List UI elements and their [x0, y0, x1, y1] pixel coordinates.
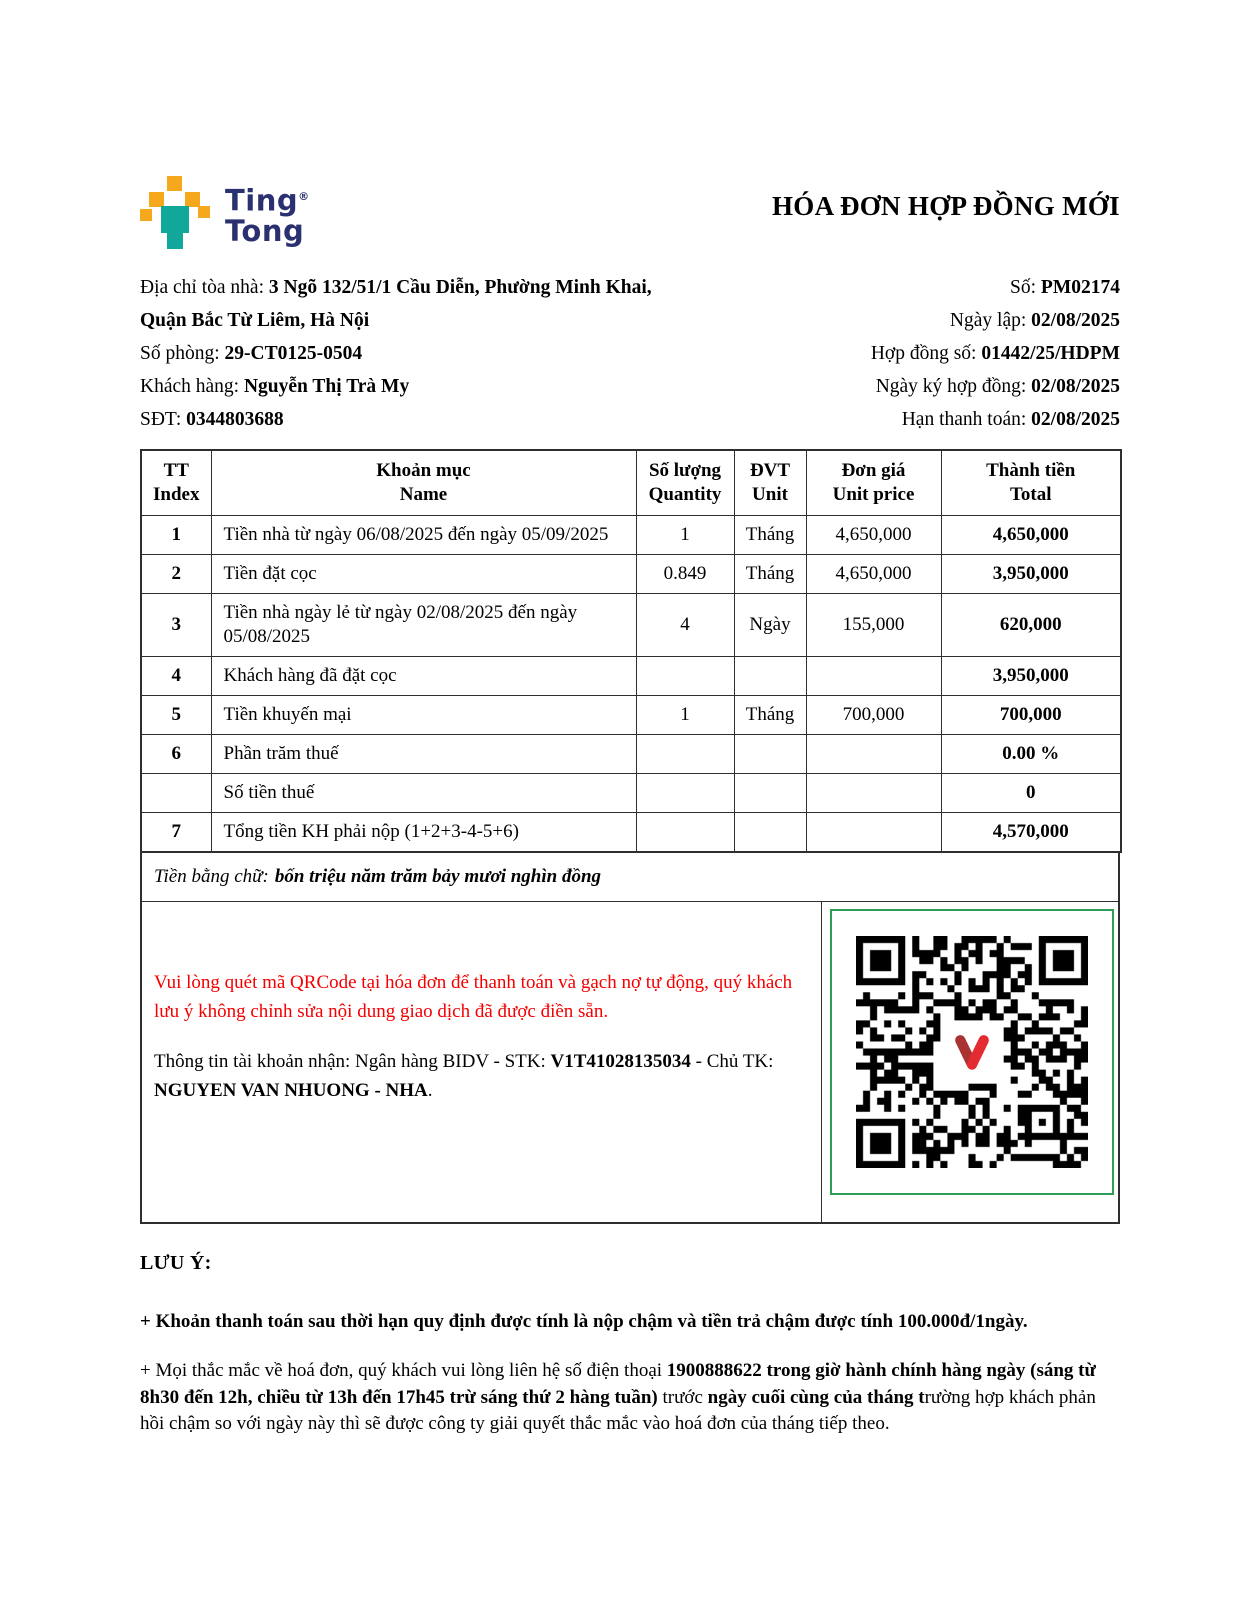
cell-tt: 1 — [141, 516, 211, 555]
account-holder: NGUYEN VAN NHUONG - NHA — [154, 1080, 428, 1101]
notes-heading: LƯU Ý: — [140, 1252, 212, 1274]
registered-mark: ® — [298, 190, 310, 203]
table-row — [141, 516, 1121, 555]
cell-tt: 6 — [141, 735, 211, 774]
header-index: TT Index — [141, 450, 211, 516]
cell-tt: 5 — [141, 696, 211, 735]
amount-in-words-row — [140, 853, 1120, 902]
table-row — [141, 774, 1121, 813]
cell-name: Tiền nhà ngày lẻ từ ngày 02/08/2025 đến ngày 05/08/2025 — [211, 594, 636, 657]
cell-unit — [734, 657, 806, 696]
cell-qty — [636, 657, 734, 696]
page-title: HÓA ĐƠN HỢP ĐỒNG MỚI — [771, 191, 1120, 221]
account-number: V1T41028135034 — [550, 1051, 691, 1072]
invoice-meta — [871, 271, 1120, 436]
cell-total: 620,000 — [941, 594, 1121, 657]
cell-price: 4,650,000 — [806, 516, 941, 555]
qr-warning-text: Vui lòng quét mã QRCode tại hóa đơn để thanh toán và gạch nợ tự động, quý khách lưu ý không chỉnh sửa nội dung giao dịch đã được điền sẵn. — [154, 972, 793, 1022]
contract-sign-date: Ngày ký hợp đồng: 02/08/2025 — [875, 376, 1120, 397]
cell-unit — [734, 813, 806, 853]
cell-qty — [636, 813, 734, 853]
cell-price: 4,650,000 — [806, 555, 941, 594]
cell-price — [806, 813, 941, 853]
qr-code-frame — [830, 909, 1114, 1195]
tingtong-logo — [140, 176, 310, 250]
payment-due-date: Hạn thanh toán: 02/08/2025 — [901, 409, 1120, 430]
cell-price: 700,000 — [806, 696, 941, 735]
cell-total: 0.00 % — [941, 735, 1121, 774]
hotline-note: + Mọi thắc mắc về hoá đơn, quý khách vui lòng liên hệ số điện thoại 1900888622 trong giờ hành chính hàng ngày (sáng từ 8h30 đến 12h, chiều từ 13h đến 17h45 trừ sáng thứ 2 hàng tuần) trước ngày cuối cùng của tháng trường hợp khách phản hồi chậm so với ngày này thì sẽ được công ty giải quyết thắc mắc vào hoá đơn của tháng tiếp theo. — [140, 1360, 1096, 1434]
cell-qty: 0.849 — [636, 555, 734, 594]
cell-tt: 7 — [141, 813, 211, 853]
header-name: Khoản mục Name — [211, 450, 636, 516]
table-row — [141, 813, 1121, 853]
header-unit-price: Đơn giá Unit price — [806, 450, 941, 516]
cell-unit — [734, 735, 806, 774]
hotline-number-bold: 1900888622 trong giờ hành chính hàng ngày (sáng từ 8h30 đến 12h, chiều từ 13h đến 17h45 trừ sáng thứ 2 hàng tuần) — [140, 1360, 1096, 1408]
header-unit: ĐVT Unit — [734, 450, 806, 516]
cell-unit: Tháng — [734, 516, 806, 555]
table-row — [141, 696, 1121, 735]
vietqr-v-icon — [944, 1024, 1000, 1080]
customer-phone: SĐT: 0344803688 — [140, 409, 284, 430]
table-row — [141, 657, 1121, 696]
amount-in-words-value: bốn triệu năm trăm bảy mươi nghìn đồng — [274, 866, 602, 887]
invoice-number: Số: PM02174 — [1010, 277, 1120, 298]
cell-total: 4,650,000 — [941, 516, 1121, 555]
table-row — [141, 594, 1121, 657]
brand-line2: Tong — [225, 213, 305, 248]
cell-tt: 4 — [141, 657, 211, 696]
header-band — [140, 176, 1120, 250]
cell-tt: 2 — [141, 555, 211, 594]
amount-in-words-label: Tiền bằng chữ: — [154, 866, 269, 887]
cell-unit: Tháng — [734, 555, 806, 594]
notes-section — [140, 1252, 1120, 1438]
invoice-info — [140, 271, 1120, 436]
bank-account-text: Thông tin tài khoản nhận: Ngân hàng BIDV - STK: V1T41028135034 - Chủ TK: NGUYEN VAN NHUONG - NHA. — [154, 1051, 774, 1101]
payment-section — [140, 902, 1120, 1224]
cell-name: Tiền khuyến mại — [211, 696, 636, 735]
payment-instructions-cell — [142, 902, 822, 1222]
cell-qty — [636, 735, 734, 774]
room-number: Số phòng: 29-CT0125-0504 — [140, 343, 363, 364]
customer-name: Khách hàng: Nguyễn Thị Trà My — [140, 376, 410, 397]
brand-line1: Ting — [225, 183, 299, 218]
table-row — [141, 555, 1121, 594]
cell-qty: 1 — [636, 696, 734, 735]
cell-unit: Tháng — [734, 696, 806, 735]
table-row — [141, 735, 1121, 774]
brand-name — [225, 182, 310, 246]
cell-price: 155,000 — [806, 594, 941, 657]
cell-price — [806, 657, 941, 696]
cell-qty: 4 — [636, 594, 734, 657]
cell-total: 3,950,000 — [941, 555, 1121, 594]
cell-total: 0 — [941, 774, 1121, 813]
cell-total: 3,950,000 — [941, 657, 1121, 696]
tingtong-pixel-tree-icon — [140, 176, 212, 250]
invoice-items-table — [140, 449, 1122, 853]
cell-name: Tiền nhà từ ngày 06/08/2025 đến ngày 05/09/2025 — [211, 516, 636, 555]
table-header-row — [141, 450, 1121, 516]
late-payment-note: + Khoản thanh toán sau thời hạn quy định được tính là nộp chậm và tiền trả chậm được tính 100.000đ/1ngày. — [140, 1311, 1028, 1332]
cell-name: Phần trăm thuế — [211, 735, 636, 774]
cell-unit — [734, 774, 806, 813]
cell-price — [806, 774, 941, 813]
building-address-line2: Quận Bắc Từ Liêm, Hà Nội — [140, 310, 370, 331]
building-address-line1: Địa chỉ tòa nhà: 3 Ngõ 132/51/1 Cầu Diễn, Phường Minh Khai, — [140, 277, 652, 298]
contract-number: Hợp đồng số: 01442/25/HDPM — [870, 343, 1120, 364]
qr-code-cell — [822, 902, 1118, 1222]
cell-unit: Ngày — [734, 594, 806, 657]
issue-date: Ngày lập: 02/08/2025 — [949, 310, 1120, 331]
cell-name: Tổng tiền KH phải nộp (1+2+3-4-5+6) — [211, 813, 636, 853]
cell-name: Số tiền thuế — [211, 774, 636, 813]
cell-name: Khách hàng đã đặt cọc — [211, 657, 636, 696]
header-total: Thành tiền Total — [941, 450, 1121, 516]
cell-name: Tiền đặt cọc — [211, 555, 636, 594]
cell-price — [806, 735, 941, 774]
cell-tt: 3 — [141, 594, 211, 657]
cell-qty: 1 — [636, 516, 734, 555]
building-info — [140, 271, 760, 436]
cell-total: 4,570,000 — [941, 813, 1121, 853]
header-quantity: Số lượng Quantity — [636, 450, 734, 516]
cell-tt — [141, 774, 211, 813]
invoice-table-body — [141, 516, 1121, 853]
cell-total: 700,000 — [941, 696, 1121, 735]
cell-qty — [636, 774, 734, 813]
